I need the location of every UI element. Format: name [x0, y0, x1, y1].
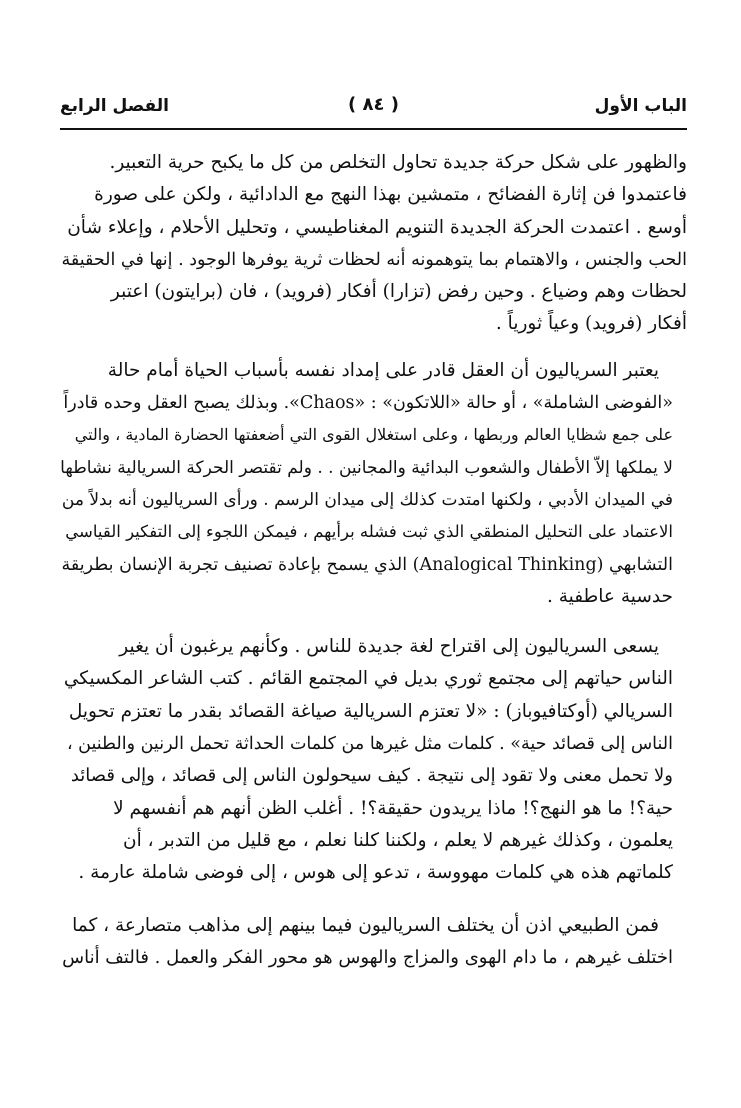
text-line: الحب والجنس ، والاهتمام بما يتوهمونه أنه لحظات ثرية يوفرها الوجود . إنها في الحقيقة: [61, 249, 687, 270]
text-line: حدسية عاطفية .: [546, 585, 673, 607]
running-header: [60, 92, 687, 126]
text-line: الاعتماد على التحليل المنطقي الذي ثبت فشله برأيهم ، فيمكن اللجوء إلى التفكير القياسي: [65, 522, 673, 542]
section-title: الفصل الرابع: [60, 96, 169, 116]
text-line: الناس إلى قصائد حية» . كلمات مثل غيرها من كلمات الحداثة تحمل الرنين والطنين ،: [66, 734, 673, 755]
text-line: والظهور على شكل حركة جديدة تحاول التخلص من كل ما يكبح حرية التعبير.: [109, 152, 687, 173]
text-line: لا يملكها إلاّ الأطفال والشعوب البدائية والمجانين . . ولم تقتصر الحركة السريالية نشاطها: [60, 457, 673, 478]
text-line: يعتبر السرياليون أن العقل قادر على إمداد نفسه بأسباب الحياة أمام حالة: [107, 359, 659, 381]
text-line: على جمع شظايا العالم وربطها ، وعلى استغلال القوى التي أضعفتها الحضارة المادية ، والتي: [74, 425, 673, 445]
text-line: اختلف غيرهم ، ما دام الهوى والمزاج والهوس هو محور الفكر والعمل . فالتف أناس: [62, 946, 673, 968]
header-divider: [60, 128, 687, 130]
text-line: في الميدان الأدبي ، ولكنها امتدت كذلك إلى ميدان الرسم . ورأى السرياليون أنه بدلاً من: [61, 489, 673, 510]
page-number: ( ٨٤ ): [348, 94, 399, 115]
paragraph-4: [60, 910, 687, 975]
body-text: [60, 147, 687, 974]
text-line: يسعى السرياليون إلى اقتراح لغة جديدة للناس . وكأنهم يرغبون أن يغير: [119, 636, 659, 658]
text-line: لحظات وهم وضياع . وحين رفض (تزارا) أفكار (فرويد) ، فان (برايتون) اعتبر: [110, 281, 687, 303]
paragraph-3: [60, 631, 687, 889]
paragraph-1: [60, 147, 687, 341]
chapter-title: الباب الأول: [594, 96, 687, 116]
text-line: فاعتمدوا فن إثارة الفضائح ، متمشين بهذا النهج مع الدادائية ، ولكن على صورة: [94, 184, 687, 206]
text-line: كلماتهم هذه هي كلمات مهووسة ، تدعو إلى هوس ، إلى فوضى شاملة عارمة .: [78, 862, 673, 884]
text-line: الناس حياتهم إلى مجتمع ثوري بديل في المجتمع القائم . كتب الشاعر المكسيكي: [63, 668, 673, 690]
text-line: فمن الطبيعي اذن أن يختلف السرياليون فيما بينهم إلى مذاهب متصارعة ، كما: [72, 914, 659, 936]
text-line: أوسع . اعتمدت الحركة الجديدة التنويم المغناطيسي ، وتحليل الأحلام ، وإعلاء شأن: [67, 216, 687, 238]
text-line: حية؟! ما هو النهج؟! ماذا يريدون حقيقة؟! . أغلب الظن أنهم هم أنفسهم لا: [113, 797, 673, 819]
text-line: يعلمون ، وكذلك غيرهم لا يعلم ، ولكننا كلنا نعلم ، مع قليل من التدبر ، أن: [123, 829, 673, 851]
text-line: «الفوضى الشاملة» ، أو حالة «اللاتكون» : «Chaos». وبذلك يصبح العقل وحده قادراً: [63, 393, 673, 414]
paragraph-2: [60, 355, 687, 613]
text-line: السريالي (أوكتافيوباز) : «لا تعتزم السريالية صياغة القصائد بقدر ما تعتزم تحويل: [68, 700, 673, 722]
text-line: التشابهي (Analogical Thinking) الذي يسمح بإعادة تصنيف تجربة الإنسان بطريقة: [61, 554, 673, 575]
text-line: ولا تحمل معنى ولا تقود إلى نتيجة . كيف سيحولون الناس إلى قصائد ، وإلى قصائد: [70, 765, 673, 787]
text-line: أفكار (فرويد) وعياً ثورياً .: [495, 313, 687, 335]
